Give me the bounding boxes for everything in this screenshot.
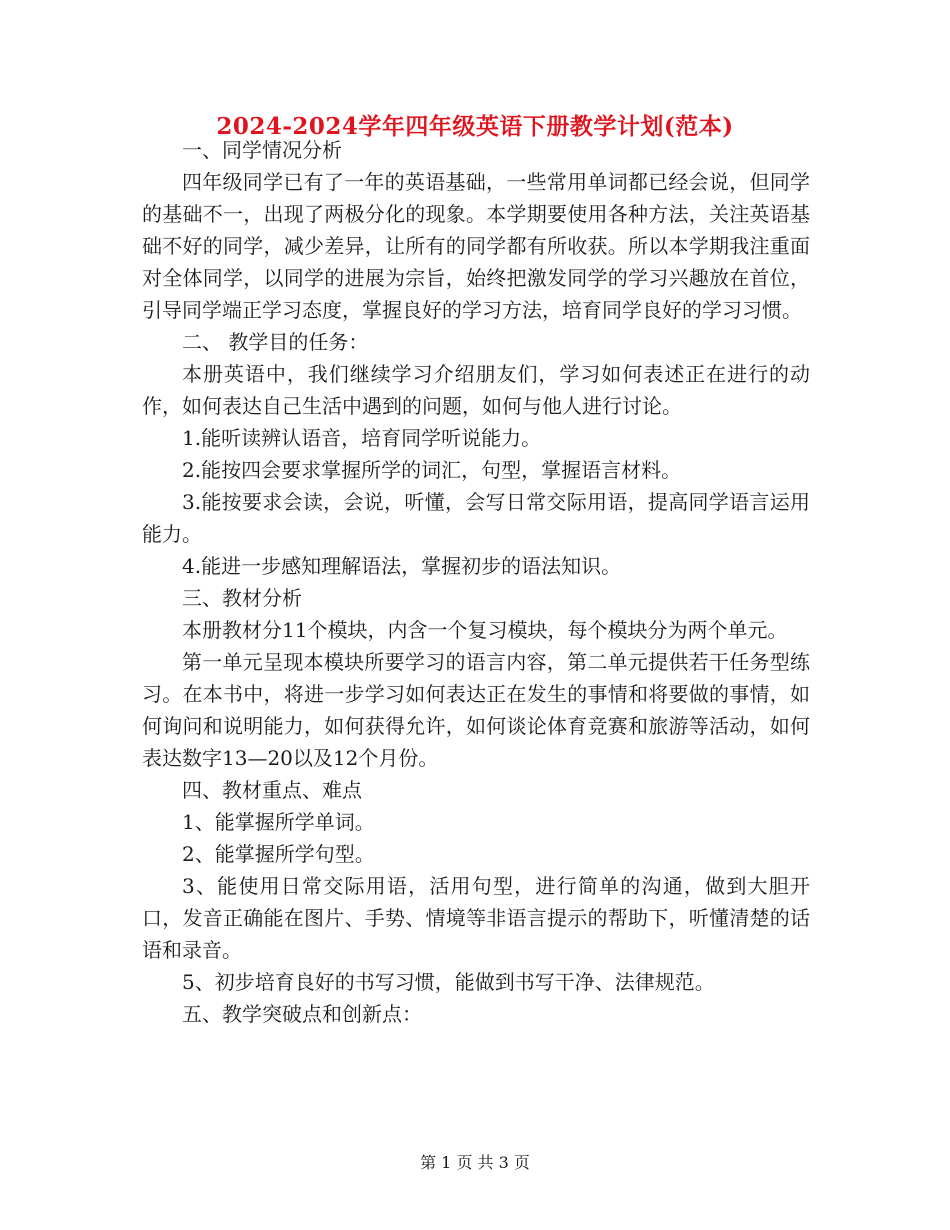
key-point-item-5: 5、初步培育良好的书写习惯，能做到书写干净、法律规范。 xyxy=(182,970,715,994)
section-heading-key-points: 四、教材重点、难点 xyxy=(182,778,362,802)
paragraph-textbook-units: 第一单元呈现本模块所要学习的语言内容，第二单元提供若干任务型练习。在本书中，将进一步学习如何表达正在发生的事情和将要做的事情，如何询问和说明能力，如何获得允许，如何谈论体育竞赛和旅游等活动，如何表达数字13—20以及12个月份。 xyxy=(142,650,810,770)
document-title: 2024-2024学年四年级英语下册教学计划(范本) xyxy=(216,113,734,140)
paragraph-teaching-goals: 本册英语中，我们继续学习介绍朋友们，学习如何表述正在进行的动作，如何表达自己生活中遇到的问题，如何与他人进行讨论。 xyxy=(142,362,810,418)
section-heading-textbook-analysis: 三、教材分析 xyxy=(182,586,302,610)
section-heading-teaching-goals: 二、 教学目的任务： xyxy=(182,330,369,354)
goal-item-4: 4.能进一步感知理解语法，掌握初步的语法知识。 xyxy=(182,554,622,578)
goal-item-3: 3.能按要求会读，会说，听懂，会写日常交际用语，提高同学语言运用能力。 xyxy=(142,490,810,546)
section-heading-breakthroughs: 五、教学突破点和创新点： xyxy=(182,1002,422,1026)
goal-item-1: 1.能听读辨认语音，培育同学听说能力。 xyxy=(182,426,542,450)
paragraph-student-analysis: 四年级同学已有了一年的英语基础，一些常用单词都已经会说，但同学的基础不一，出现了两极分化的现象。本学期要使用各种方法，关注英语基础不好的同学，减少差异，让所有的同学都有所收获。所以本学期我注重面对全体同学，以同学的进展为宗旨，始终把激发同学的学习兴趣放在首位，引导同学端正学习态度，掌握良好的学习方法，培育同学良好的学习习惯。 xyxy=(142,170,810,322)
key-point-item-2: 2、能掌握所学句型。 xyxy=(182,842,375,866)
paragraph-textbook-modules: 本册教材分11个模块，内含一个复习模块，每个模块分为两个单元。 xyxy=(182,618,788,642)
key-point-item-3: 3、能使用日常交际用语，活用句型，进行简单的沟通，做到大胆开口，发音正确能在图片、手势、情境等非语言提示的帮助下，听懂清楚的话语和录音。 xyxy=(142,874,810,962)
goal-item-2: 2.能按四会要求掌握所学的词汇，句型，掌握语言材料。 xyxy=(182,458,682,482)
document-body xyxy=(142,134,810,1030)
key-point-item-1: 1、能掌握所学单词。 xyxy=(182,810,375,834)
section-heading-student-analysis: 一、同学情况分析 xyxy=(182,138,342,162)
page-footer: 第 1 页 共 3 页 xyxy=(420,1153,530,1172)
